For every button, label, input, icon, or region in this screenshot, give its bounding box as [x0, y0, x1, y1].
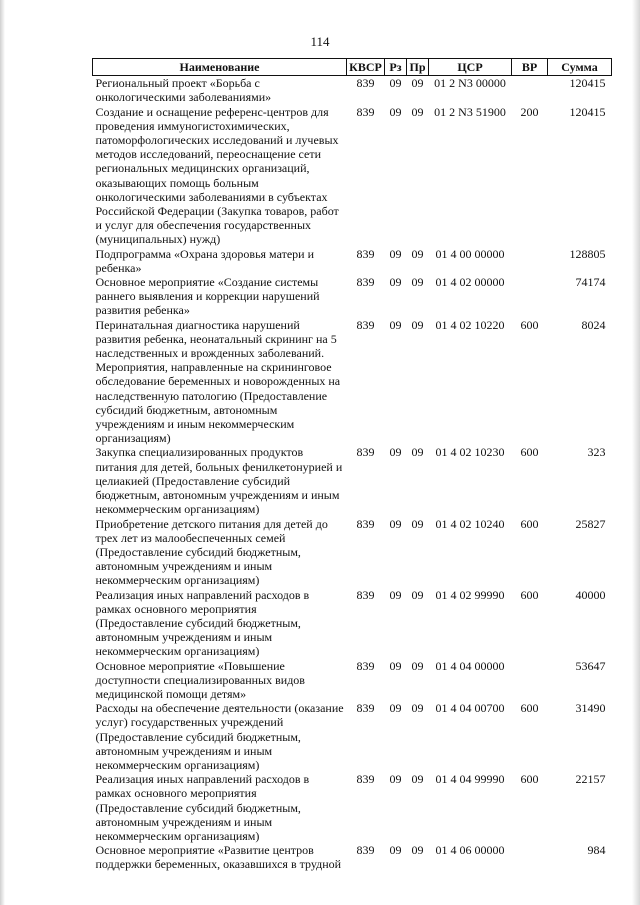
row-kvsr-cell: 839	[356, 701, 375, 716]
row-name-cell: Реализация иных направлений расходов в рамках основного мероприятия (Предоставление субсидий бюджетным, автономным учреждениям и иным некоммерческим организациям)	[95, 772, 310, 843]
row-rz-cell: 09	[389, 317, 402, 332]
page-number: 114	[310, 34, 330, 49]
row-sum-cell: 984	[587, 843, 606, 858]
row-rz-cell: 09	[389, 701, 402, 716]
row-rz-cell: 09	[389, 516, 402, 531]
row-vr-cell: 600	[520, 701, 539, 716]
header-pr: Пр	[407, 59, 429, 76]
row-pr-cell: 09	[411, 843, 424, 858]
row-sum-cell: 53647	[575, 658, 606, 673]
table-header-row	[93, 59, 612, 76]
row-name-cell: Перинатальная диагностика нарушений развития ребенка, неонатальный скрининг на 5 наследственных и врожденных заболеваний. Мероприятия, направленные на скрининговое обследование беременных и новорожденных на наследственную патологию (Предоставление субсидий бюджетным, автономным учреждениям и иным некоммерческим организациям)	[95, 317, 341, 446]
row-name-cell: Подпрограмма «Охрана здоровья матери и ребенка»	[95, 246, 314, 275]
row-kvsr-cell: 839	[356, 76, 375, 91]
header-rz: Рз	[385, 59, 407, 76]
row-name-cell: Региональный проект «Борьба с онкологическими заболеваниями»	[95, 76, 272, 105]
row-vr-cell: 600	[520, 317, 539, 332]
row-kvsr-cell: 839	[356, 772, 375, 787]
row-sum-cell: 120415	[569, 76, 606, 91]
header-kvsr: КВСР	[347, 59, 385, 76]
row-pr-cell: 09	[411, 246, 424, 261]
row-sum-cell: 25827	[575, 516, 606, 531]
row-kvsr-cell: 839	[356, 275, 375, 290]
row-csr-cell: 01 4 02 00000	[435, 275, 505, 290]
row-sum-cell: 323	[587, 445, 606, 460]
row-vr-cell: 600	[520, 445, 539, 460]
row-name-cell: Приобретение детского питания для детей до трех лет из малообеспеченных семей (Предоставление субсидий бюджетным, автономным учреждениям и иным некоммерческим организациям)	[95, 516, 328, 588]
row-kvsr-cell: 839	[356, 445, 375, 460]
row-rz-cell: 09	[389, 104, 402, 119]
row-name-cell: Основное мероприятие «Развитие центров поддержки беременных, оказавшихся в трудной	[95, 843, 342, 872]
row-pr-cell: 09	[411, 275, 424, 290]
row-pr-cell: 09	[411, 76, 424, 91]
row-name-cell: Создание и оснащение референс-центров для проведения иммуногистохимических, патоморфологических исследований и лучевых методов исследований, переоснащение сети региональных медицинских организаций, оказывающих помощь больным онкологическими заболеваниями в субъектах Российской Федерации (Закупка товаров, работ и услуг для обеспечения государственных (муниципальных) нужд)	[95, 104, 339, 247]
row-vr-cell: 200	[520, 104, 539, 119]
scan-left-edge	[0, 0, 5, 905]
scan-right-edge	[632, 0, 640, 905]
row-pr-cell: 09	[411, 658, 424, 673]
row-pr-cell: 09	[411, 516, 424, 531]
header-csr: ЦСР	[429, 59, 512, 76]
row-kvsr-cell: 839	[356, 587, 375, 602]
row-name-cell: Расходы на обеспечение деятельности (оказание услуг) государственных учреждений (Предоставление субсидий бюджетным, автономным учреждениям и иным некоммерческим организациям)	[95, 701, 344, 772]
header-sum: Сумма	[548, 59, 612, 76]
table-row	[93, 659, 612, 702]
row-pr-cell: 09	[411, 701, 424, 716]
table-row	[93, 76, 612, 105]
row-vr-cell: 600	[520, 587, 539, 602]
table-row	[93, 701, 612, 772]
row-csr-cell: 01 4 04 00700	[435, 701, 505, 716]
row-vr-cell	[512, 76, 548, 105]
header-vr: ВР	[512, 59, 548, 76]
table-row	[93, 843, 612, 871]
row-csr-cell: 01 4 02 10220	[435, 317, 505, 332]
row-kvsr-cell: 839	[356, 317, 375, 332]
row-name-cell: Основное мероприятие «Создание системы раннего выявления и коррекции нарушений развития ребенка»	[95, 275, 320, 318]
budget-table	[92, 58, 612, 872]
row-name-cell: Реализация иных направлений расходов в рамках основного мероприятия (Предоставление субсидий бюджетным, автономным учреждениям и иным некоммерческим организациям)	[95, 587, 310, 659]
row-name-cell: Закупка специализированных продуктов питания для детей, больных фенилкетонурией и целиакией (Предоставление субсидий бюджетным, автономным учреждениям и иным некоммерческим организациям)	[95, 445, 343, 517]
row-csr-cell: 01 2 N3 51900	[434, 104, 506, 119]
row-vr-cell	[512, 247, 548, 275]
row-kvsr-cell: 839	[356, 104, 375, 119]
row-vr-cell	[512, 659, 548, 702]
row-pr-cell: 09	[411, 317, 424, 332]
table-row	[93, 517, 612, 588]
row-pr-cell: 09	[411, 104, 424, 119]
row-vr-cell	[512, 843, 548, 871]
row-csr-cell: 01 4 00 00000	[435, 246, 505, 261]
row-name-cell: Основное мероприятие «Повышение доступности специализированных видов медицинской помощи детям»	[95, 658, 305, 701]
row-rz-cell: 09	[389, 843, 402, 858]
row-csr-cell: 01 2 N3 00000	[434, 76, 506, 91]
row-sum-cell: 128805	[569, 246, 606, 261]
row-kvsr-cell: 839	[356, 843, 375, 858]
row-rz-cell: 09	[389, 76, 402, 91]
row-sum-cell: 40000	[575, 587, 606, 602]
table-row	[93, 275, 612, 318]
row-vr-cell: 600	[520, 516, 539, 531]
table-row	[93, 247, 612, 275]
row-pr-cell: 09	[411, 445, 424, 460]
row-kvsr-cell: 839	[356, 658, 375, 673]
row-pr-cell: 09	[411, 587, 424, 602]
header-name: Наименование	[93, 59, 347, 76]
table-row	[93, 588, 612, 659]
row-csr-cell: 01 4 06 00000	[435, 843, 505, 858]
row-kvsr-cell: 839	[356, 516, 375, 531]
row-csr-cell: 01 4 02 99990	[435, 587, 505, 602]
row-rz-cell: 09	[389, 658, 402, 673]
table-row	[93, 445, 612, 516]
row-vr-cell: 600	[520, 772, 539, 787]
row-csr-cell: 01 4 04 99990	[435, 772, 505, 787]
row-csr-cell: 01 4 04 00000	[435, 658, 505, 673]
row-rz-cell: 09	[389, 587, 402, 602]
row-sum-cell: 31490	[575, 701, 606, 716]
row-rz-cell: 09	[389, 246, 402, 261]
row-sum-cell: 74174	[575, 275, 606, 290]
table-body	[93, 76, 612, 872]
row-vr-cell	[512, 275, 548, 318]
row-csr-cell: 01 4 02 10240	[435, 516, 505, 531]
row-kvsr-cell: 839	[356, 246, 375, 261]
row-csr-cell: 01 4 02 10230	[435, 445, 505, 460]
table-row	[93, 318, 612, 446]
row-sum-cell: 120415	[569, 104, 606, 119]
row-rz-cell: 09	[389, 275, 402, 290]
table-row	[93, 105, 612, 247]
row-rz-cell: 09	[389, 772, 402, 787]
table-row	[93, 772, 612, 843]
row-pr-cell: 09	[411, 772, 424, 787]
row-sum-cell: 8024	[581, 317, 606, 332]
row-rz-cell: 09	[389, 445, 402, 460]
row-sum-cell: 22157	[575, 772, 606, 787]
